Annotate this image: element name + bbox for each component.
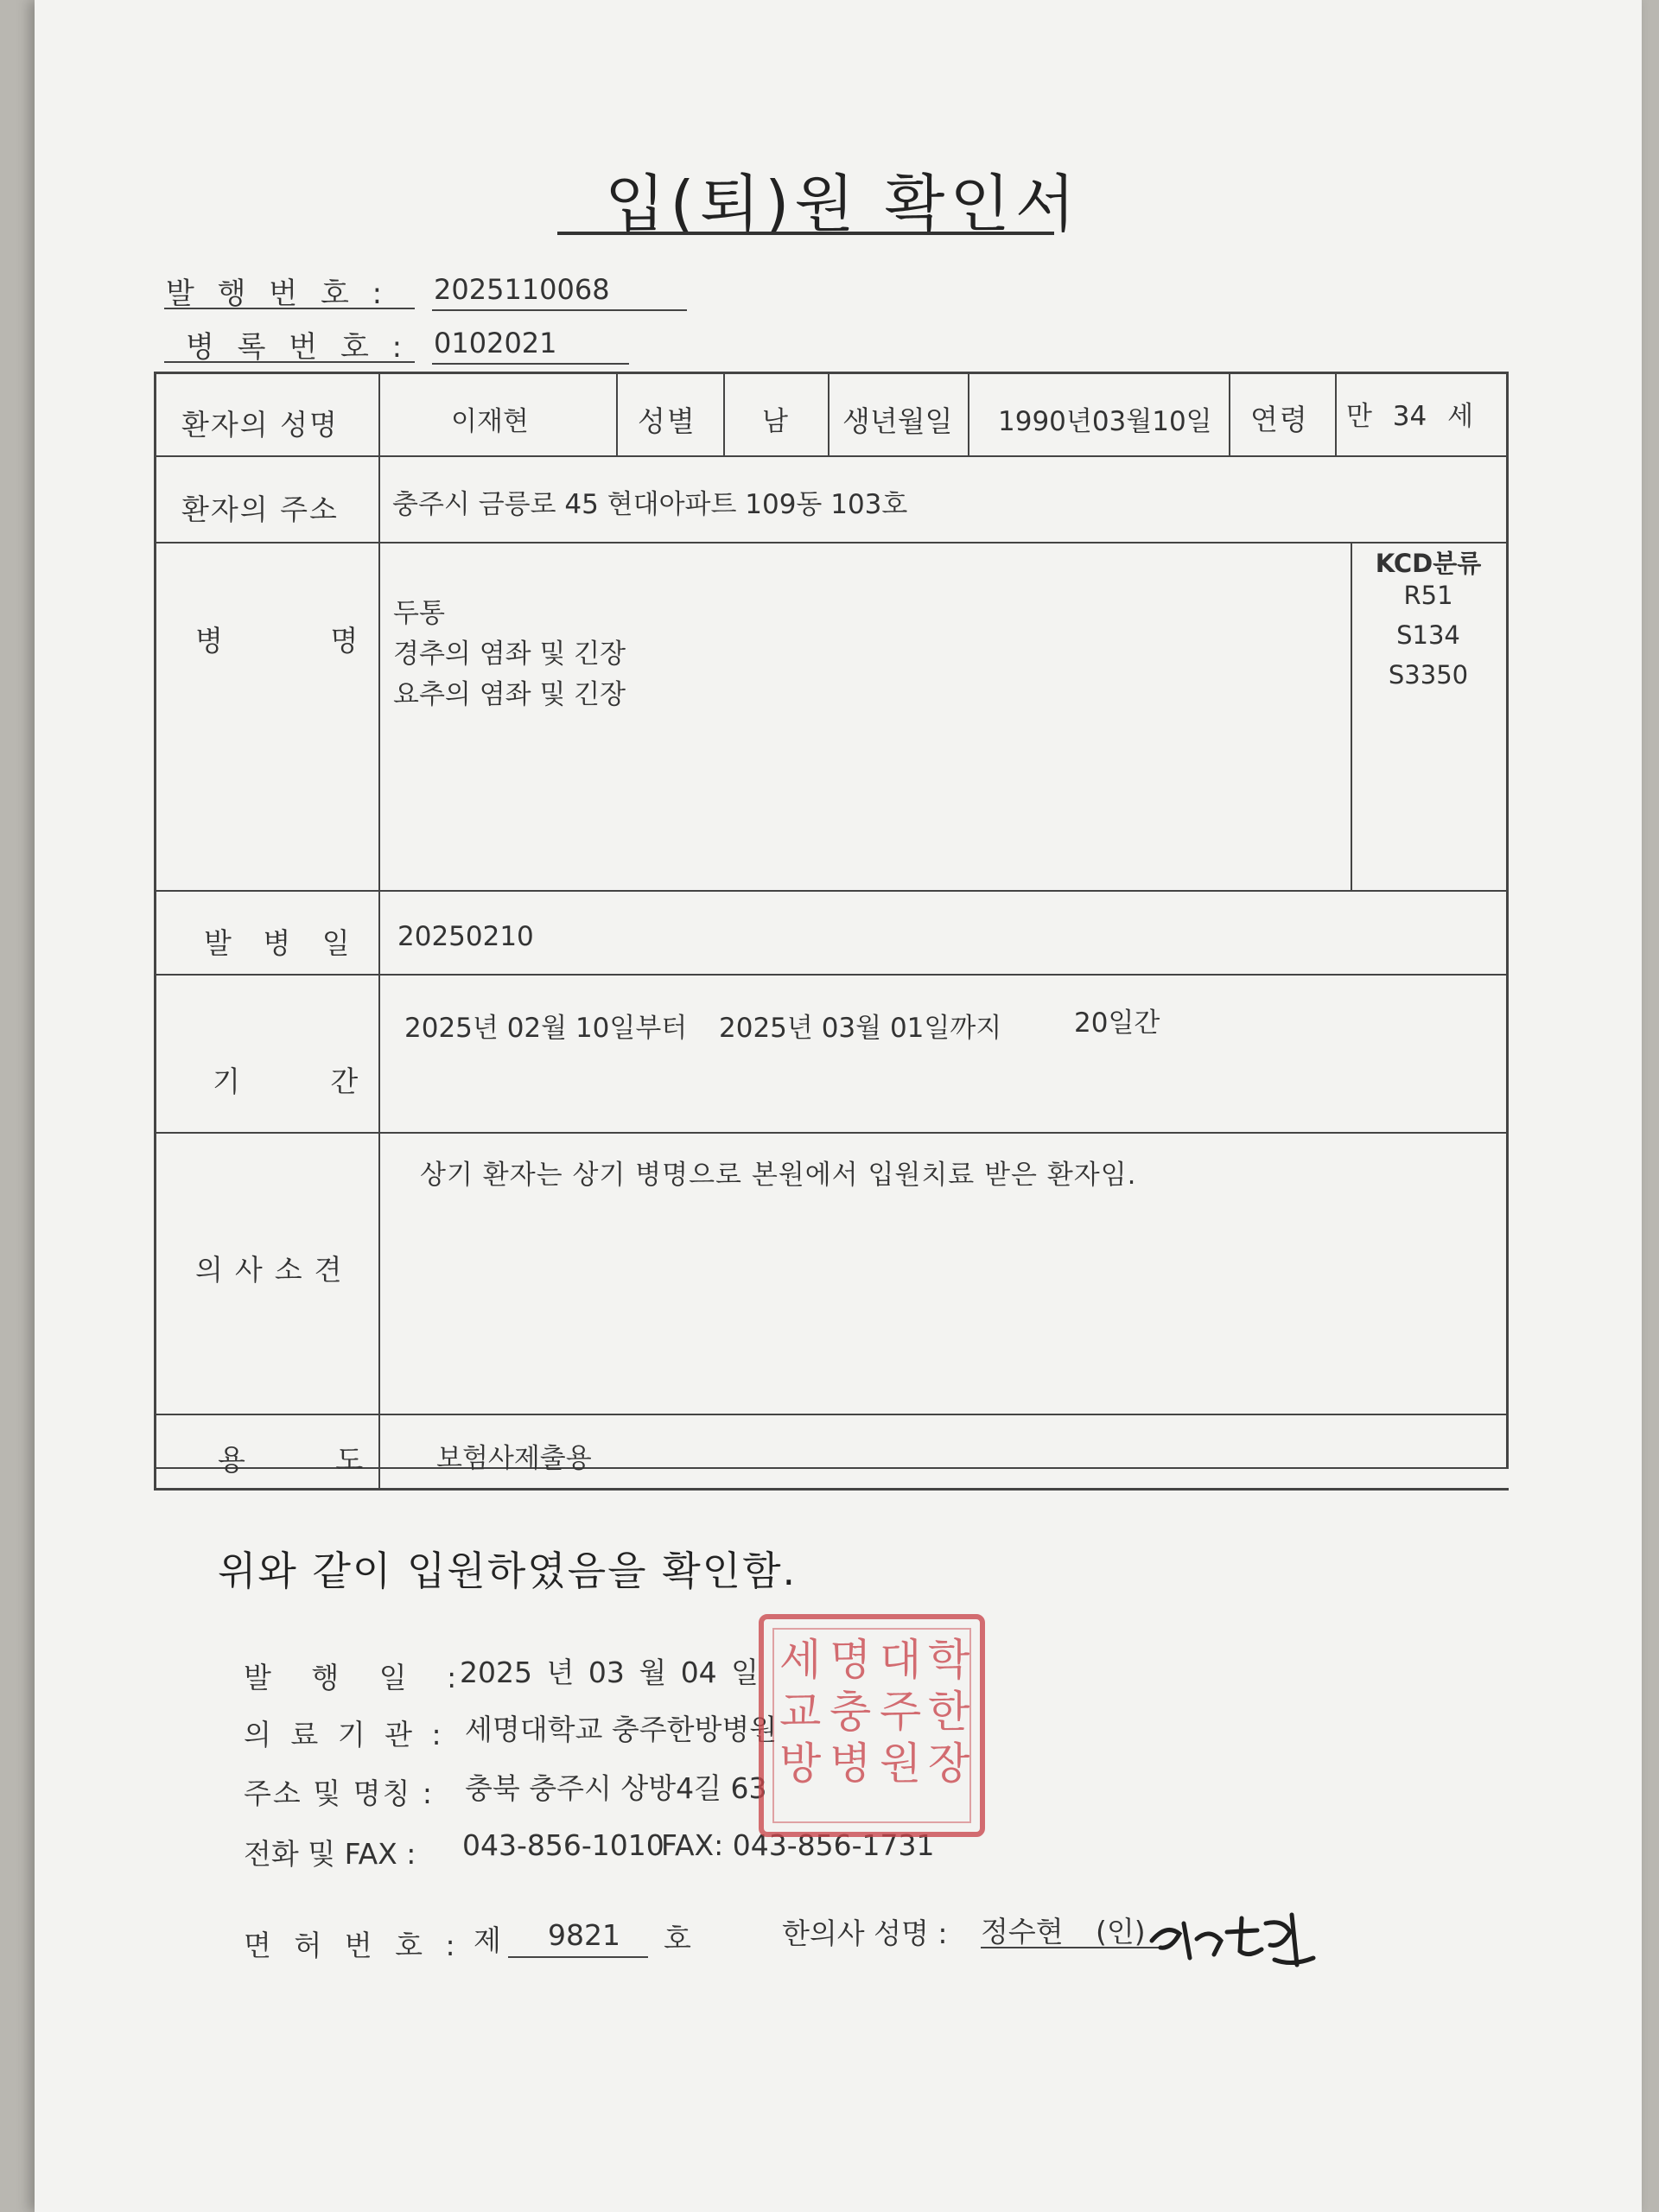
record-value-underline xyxy=(432,363,629,365)
hospital-seal: 세 명 대 학 교 충 주 한 방 병 원 장 xyxy=(759,1614,985,1837)
period-days: 20일간 xyxy=(1074,1007,1160,1039)
doctor-label: 한의사 성명 : xyxy=(782,1916,948,1950)
sex-label: 성별 xyxy=(638,404,696,438)
phone-fax-label: 전화 및 FAX : xyxy=(244,1837,416,1871)
purpose-label: 용 도 xyxy=(218,1443,365,1477)
license-underline xyxy=(508,1956,648,1958)
opinion-text: 상기 환자는 상기 병명으로 본원에서 입원치료 받은 환자임. xyxy=(420,1160,1137,1191)
onset-label: 발 병 일 xyxy=(204,926,352,960)
license-number: 9821 xyxy=(548,1918,620,1952)
period-label: 기 간 xyxy=(213,1065,360,1098)
diagnosis-item: 경추의 염좌 및 긴장 xyxy=(393,639,626,670)
doctor-name-underline xyxy=(981,1947,1166,1948)
record-label-underline xyxy=(164,361,415,363)
purpose-value: 보험사제출용 xyxy=(436,1443,592,1474)
hospital-address: 충북 충주시 상방4길 63 xyxy=(465,1771,767,1805)
title-underline xyxy=(557,232,1054,235)
address-label: 환자의 주소 xyxy=(181,493,339,526)
age-value: 만 34 세 xyxy=(1346,401,1474,432)
record-number: 0102021 xyxy=(434,327,557,359)
kcd-label: KCD분류 xyxy=(1375,549,1482,578)
onset-value: 20250210 xyxy=(397,921,534,952)
age-label: 연령 xyxy=(1250,403,1309,436)
issue-value-underline xyxy=(432,309,687,311)
sex-value: 남 xyxy=(762,406,788,437)
period-to: 2025년 03월 01일까지 xyxy=(719,1013,1002,1044)
phone-number: 043-856-1010 xyxy=(462,1828,664,1862)
issue-number-label: 발 행 번 호 : xyxy=(166,276,390,311)
dob-value: 1990년03월10일 xyxy=(998,406,1212,437)
kcd-code: R51 xyxy=(1403,581,1453,610)
issue-date-label: 발 행 일 : xyxy=(244,1661,464,1694)
dob-label: 생년월일 xyxy=(842,404,953,438)
opinion-label: 의사소견 xyxy=(195,1253,354,1287)
patient-name-label: 환자의 성명 xyxy=(181,408,339,442)
license-suffix: 호 xyxy=(664,1922,691,1955)
patient-name: 이재현 xyxy=(451,406,529,437)
diagnosis-item: 두통 xyxy=(393,598,445,629)
seal-mark: (인) xyxy=(1096,1915,1146,1948)
doctor-signature xyxy=(1145,1897,1318,1975)
issue-number: 2025110068 xyxy=(434,273,610,306)
diagnosis-label: 병 명 xyxy=(195,624,360,658)
issue-label-underline xyxy=(164,308,415,309)
address-value: 충주시 금릉로 45 현대아파트 109동 103호 xyxy=(392,489,908,520)
kcd-code: S3350 xyxy=(1388,660,1469,690)
address-label-footer: 주소 및 명칭 : xyxy=(244,1777,434,1810)
institution-label: 의 료 기 관 : xyxy=(244,1718,447,1751)
period-from: 2025년 02월 10일부터 xyxy=(404,1013,688,1044)
diagnosis-item: 요추의 염좌 및 긴장 xyxy=(393,679,626,710)
record-number-label: 병 록 번 호 : xyxy=(186,330,410,365)
license-prefix: 제 xyxy=(474,1923,501,1957)
document-title: 입(퇴)원 확인서 xyxy=(605,168,1081,240)
kcd-code: S134 xyxy=(1396,620,1460,650)
license-label: 면 허 번 호 : xyxy=(244,1929,462,1962)
issue-date: 2025 년 03 월 04 일 xyxy=(460,1656,760,1689)
institution-name: 세명대학교 충주한방병원 xyxy=(465,1713,778,1746)
fax-number: FAX: 043-856-1731 xyxy=(661,1828,935,1862)
confirmation-statement: 위와 같이 입원하였음을 확인함. xyxy=(218,1548,798,1594)
doctor-name: 정수현 xyxy=(981,1915,1064,1948)
